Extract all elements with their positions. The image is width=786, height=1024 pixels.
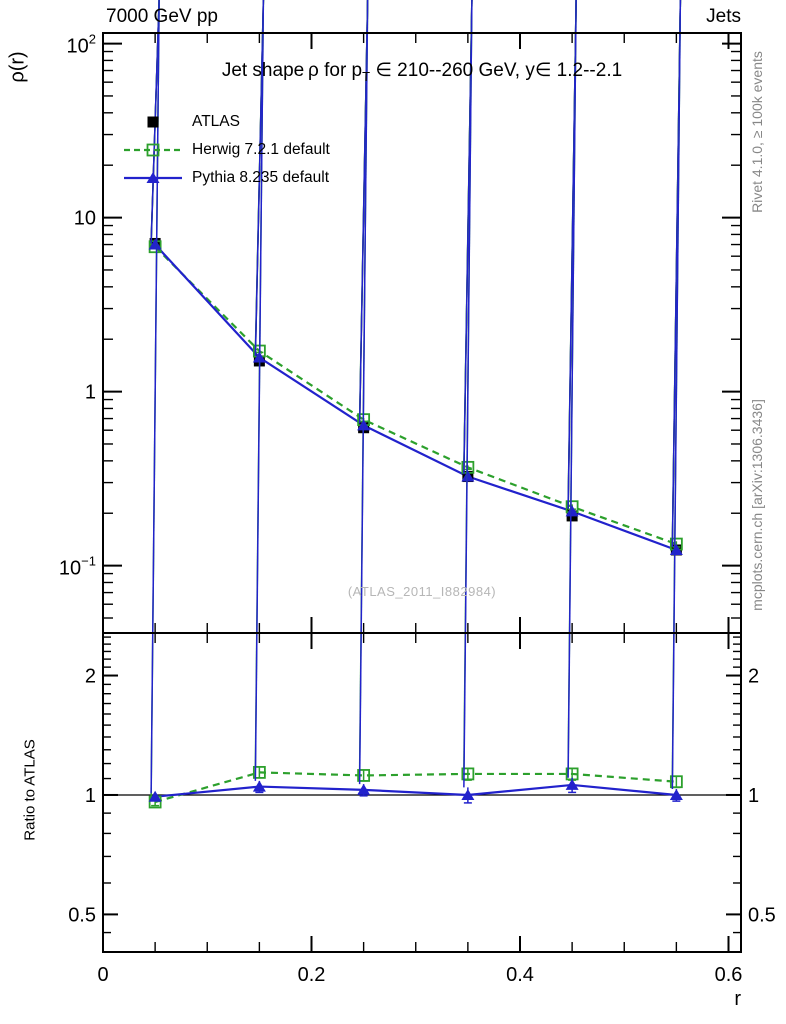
- plot-title: [103, 59, 741, 84]
- x-axis-title: r: [734, 988, 741, 1010]
- y-ratio-tick-label-right: 2: [748, 665, 760, 688]
- y-ticks-ratio: [103, 637, 741, 932]
- y-main-tick-label: 1: [84, 381, 96, 404]
- rivet-version-note: Rivet 4.1.0, ≥ 100k events: [749, 51, 765, 213]
- y-main-tick-label: $10^{-1}$: [58, 553, 96, 580]
- legend-label-atlas: ATLAS: [192, 112, 240, 130]
- y-main-tick-label: $10^2$: [66, 31, 96, 58]
- legend-label-herwig: Herwig 7.2.1 default: [192, 141, 330, 158]
- y-ratio-tick-label-left: 0.5: [68, 904, 96, 927]
- atlas-marker-icon: [122, 114, 184, 130]
- mcplots-arxiv-note: mcplots.cern.ch [arXiv:1306.3436]: [749, 399, 765, 611]
- analysis-id-watermark: (ATLAS_2011_I882984): [347, 584, 497, 599]
- y-ratio-tick-label-right: 1: [748, 784, 760, 807]
- plot-title-part2: ∈ 210--260 GeV, y∈ 1.2--2.1: [370, 60, 623, 81]
- legend-label-pythia: Pythia 8.235 default: [192, 169, 330, 186]
- y-axis-title-main: ρ(r): [6, 51, 29, 83]
- y-ratio-tick-label-right: 0.5: [748, 904, 776, 927]
- analysis-group-label: Jets: [706, 6, 741, 27]
- line-pythia-main: [155, 245, 676, 550]
- y-axis-title-ratio: Ratio to ATLAS: [21, 739, 39, 841]
- legend-item-herwig: [122, 142, 330, 159]
- beam-energy-label: 7000 GeV pp: [106, 6, 218, 27]
- x-tick-label: 0: [97, 964, 109, 986]
- pythia-marker-icon: [122, 170, 184, 186]
- plot-title-subscript: T: [362, 69, 371, 84]
- herwig-marker-icon: [122, 142, 184, 158]
- y-ratio-tick-label-left: 1: [84, 784, 96, 807]
- legend-item-pythia: [122, 170, 329, 187]
- y-ratio-tick-label-left: 2: [84, 665, 96, 688]
- x-tick-label: 0.2: [297, 964, 326, 986]
- plot-title-part1: Jet shape ρ for p: [221, 60, 363, 81]
- y-main-tick-label: 10: [73, 207, 96, 230]
- series-line-herwig-main: [155, 247, 676, 544]
- series-line-pythia-main: [155, 245, 676, 550]
- x-tick-label: 0.6: [714, 964, 743, 986]
- line-herwig-main: [155, 247, 676, 544]
- legend-item-atlas: [122, 113, 240, 130]
- x-tick-label: 0.4: [506, 964, 534, 986]
